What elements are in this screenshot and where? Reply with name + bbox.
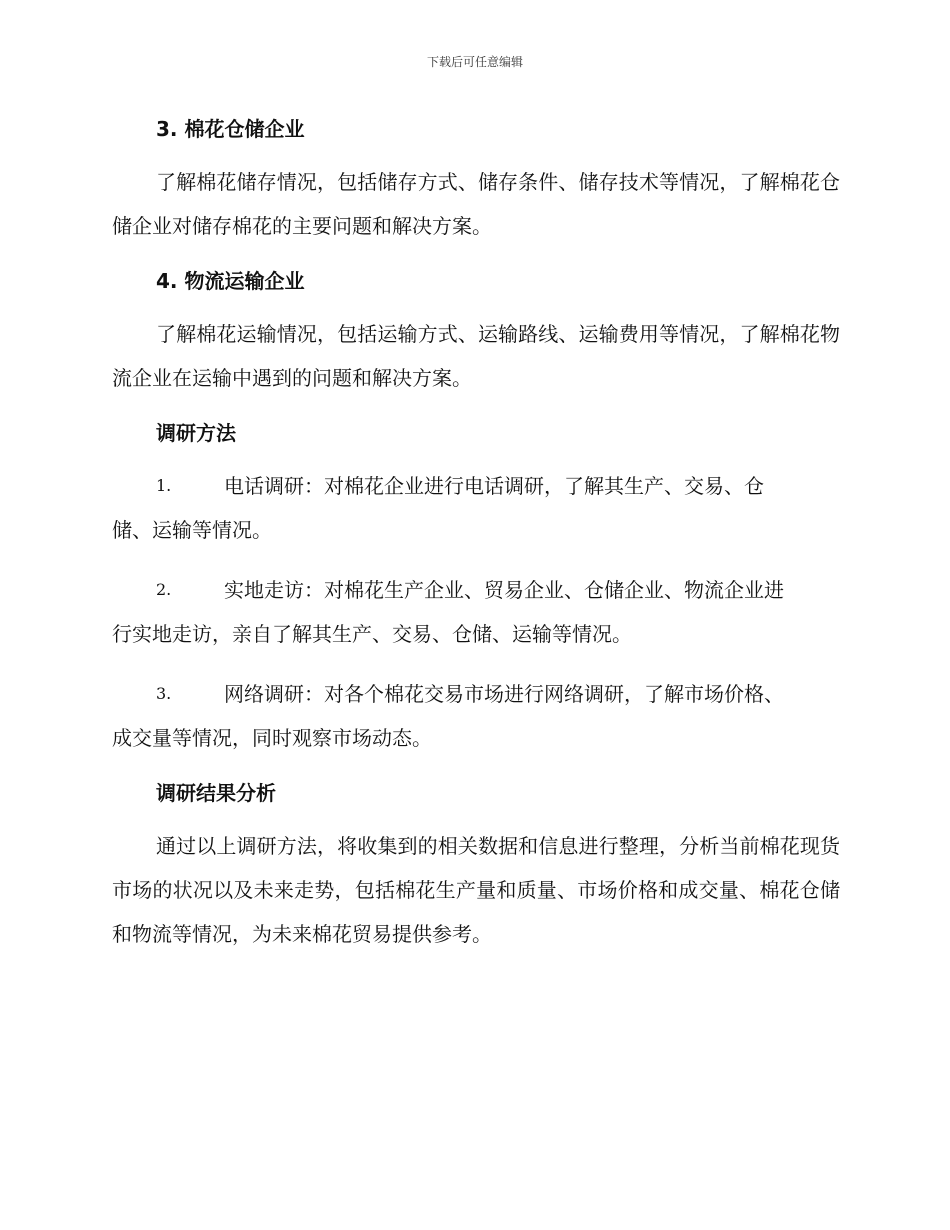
method-item-text: 网络调研：对各个棉花交易市场进行网络调研，了解市场价格、 — [224, 682, 784, 706]
method-item-first-line — [112, 672, 840, 716]
analysis-heading: 调研结果分析 — [156, 781, 276, 805]
method-list-item — [112, 568, 840, 656]
page-header: 下载后可任意编辑 — [426, 55, 523, 69]
spacer — [112, 248, 840, 264]
document-body — [112, 112, 840, 956]
method-item-first-line — [112, 568, 840, 612]
method-item-continuation: 行实地走访，亲自了解其生产、交易、仓储、运输等情况。 — [112, 622, 632, 646]
method-item-number: 1. — [156, 476, 172, 495]
spacer — [112, 400, 840, 416]
methods-heading: 调研方法 — [156, 421, 236, 445]
spacer — [112, 656, 840, 672]
section-paragraph-logistics: 了解棉花运输情况，包括运输方式、运输路线、运输费用等情况，了解棉花物流企业在运输中遇到的问题和解决方案。 — [112, 322, 840, 390]
spacer — [112, 552, 840, 568]
analysis-paragraph: 通过以上调研方法，将收集到的相关数据和信息进行整理，分析当前棉花现货市场的状况以及未来走势，包括棉花生产量和质量、市场价格和成交量、棉花仓储和物流等情况，为未来棉花贸易提供参考。 — [112, 834, 840, 946]
method-item-text: 电话调研：对棉花企业进行电话调研，了解其生产、交易、仓 — [224, 474, 764, 498]
method-item-text: 实地走访：对棉花生产企业、贸易企业、仓储企业、物流企业进 — [224, 578, 784, 602]
method-item-number: 3. — [156, 684, 172, 703]
method-list-item — [112, 464, 840, 552]
spacer — [112, 450, 840, 464]
section-heading-logistics: 4. 物流运输企业 — [156, 269, 305, 293]
method-item-number: 2. — [156, 580, 172, 599]
method-item-continuation: 储、运输等情况。 — [112, 518, 272, 542]
section-heading-warehousing: 3. 棉花仓储企业 — [156, 117, 305, 141]
section-paragraph-warehousing: 了解棉花储存情况，包括储存方式、储存条件、储存技术等情况，了解棉花仓储企业对储存棉花的主要问题和解决方案。 — [112, 170, 840, 238]
spacer — [112, 760, 840, 776]
method-item-continuation: 成交量等情况，同时观察市场动态。 — [112, 726, 432, 750]
method-item-first-line — [112, 464, 840, 508]
method-list-item — [112, 672, 840, 760]
